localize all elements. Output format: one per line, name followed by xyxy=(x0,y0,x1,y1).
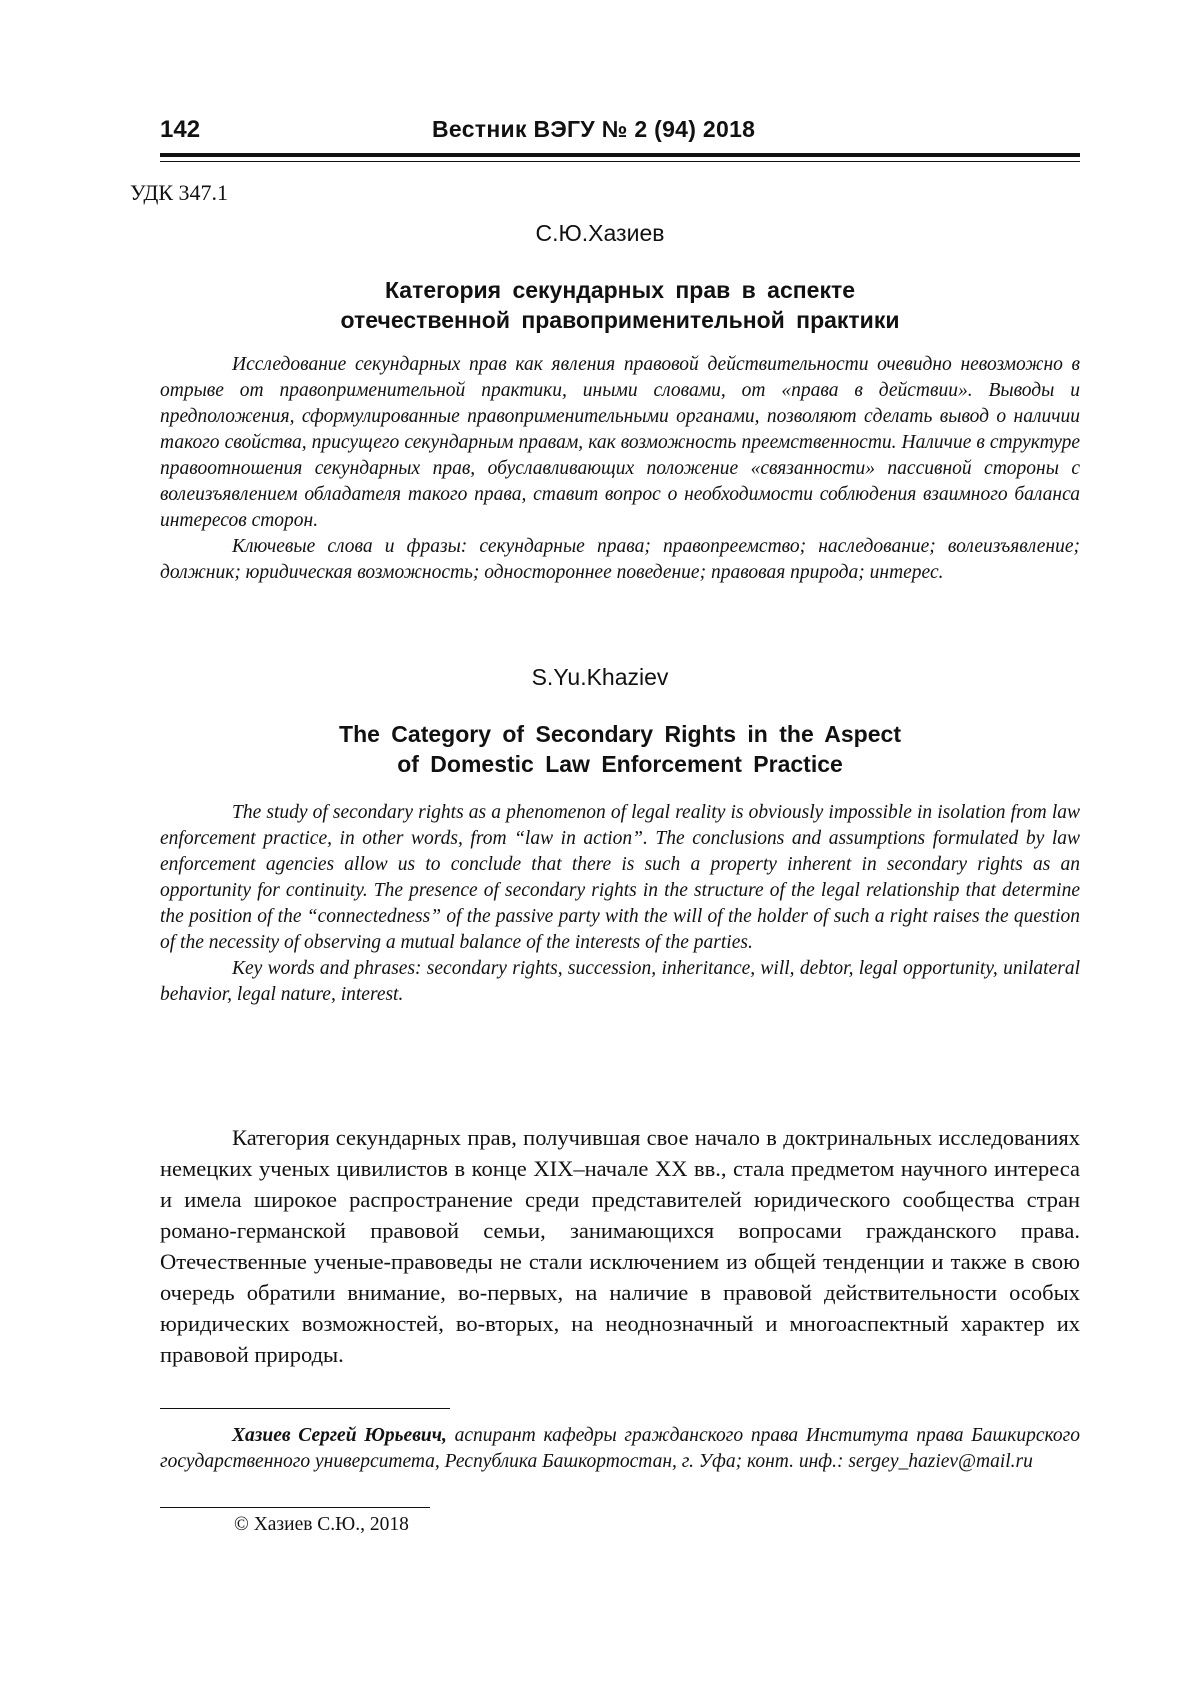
header-rule-thin xyxy=(160,161,1080,162)
keywords-en: Key words and phrases: secondary rights, succession, inheritance, will, debtor, legal opportunity, unilateral behavior, legal nature, interest. xyxy=(160,958,1080,1005)
title-en xyxy=(160,719,1080,779)
abstract-en xyxy=(160,800,1080,1008)
title-ru-line2: отечественной правоприменительной практики xyxy=(340,307,900,333)
footnote-text xyxy=(160,1423,1080,1475)
running-header xyxy=(160,108,1080,148)
copyright-rule xyxy=(160,1507,430,1508)
body-paragraph: Категория секундарных прав, получившая свое начало в доктринальных исследованиях немецких ученых цивилистов в конце XIX–начале XX вв., стала предметом научного интереса и имела широкое распространение среди представителей юридического сообщества стран романо-германской правовой семьи, занимающихся вопросами гражданского права. Отечественные ученые-правоведы не стали исключением из общей тенденции и также в свою очередь обратили внимание, во-первых, на наличие в правовой действительности особых юридических возможностей, во-вторых, на неоднозначный и многоаспектный характер их правовой природы. xyxy=(160,1125,1080,1367)
footnote-author-name: Хазиев Сергей Юрьевич, xyxy=(232,1425,447,1446)
body-text xyxy=(160,1122,1080,1370)
abstract-en-text: The study of secondary rights as a phenomenon of legal reality is obviously impossible in isolation from law enforcement practice, in other words, from “law in action”. The conclusions and assumptions formulated by law enforcement agencies allow us to conclude that there is such a property inherent in secondary rights as an opportunity for continuity. The presence of secondary rights in the structure of the legal relationship that determine the position of the “connectedness” of the passive party with the will of the holder of such a right raises the question of the necessity of observing a mutual balance of the interests of the parties. xyxy=(160,802,1080,953)
title-en-line2: of Domestic Law Enforcement Practice xyxy=(397,751,843,777)
abstract-ru xyxy=(160,352,1080,586)
page-number: 142 xyxy=(160,116,201,143)
abstract-ru-text: Исследование секундарных прав как явления правовой действительности очевидно невозможно в отрыве от правоприменительной практики, иными словами, от «права в действии». Выводы и предположения, сформулированные правоприменительными органами, позволяют сделать вывод о наличии такого свойства, присущего секундарным правам, как возможность преемственности. Наличие в структуре правоотношения секундарных прав, обуславливающих положение «связанности» пассивной стороны с волеизъявлением обладателя такого права, ставит вопрос о необходимости соблюдения взаимного баланса интересов сторон. xyxy=(160,354,1080,531)
author-ru: С.Ю.Хазиев xyxy=(535,220,665,246)
udk-code: УДК 347.1 xyxy=(130,180,229,205)
keywords-ru: Ключевые слова и фразы: секундарные права; правопреемство; наследование; волеизъявление; должник; юридическая возможность; одностороннее поведение; правовая природа; интерес. xyxy=(160,536,1080,583)
title-ru-line1: Категория секундарных прав в аспекте xyxy=(384,277,856,303)
copyright: © Хазиев С.Ю., 2018 xyxy=(234,1514,409,1535)
header-rule-thick xyxy=(160,153,1080,157)
title-ru xyxy=(160,275,1080,335)
footnote-rule xyxy=(160,1408,450,1409)
title-en-line1: The Category of Secondary Rights in the Aspect xyxy=(339,721,901,747)
author-en: S.Yu.Khaziev xyxy=(531,664,669,690)
journal-title: Вестник ВЭГУ № 2 (94) 2018 xyxy=(432,116,756,142)
footnote-author-info: аспирант кафедры гражданского права Института права Башкирского государственного университета, Республика Башкортостан, г. Уфа; конт. инф.: sergey_haziev@mail.ru xyxy=(160,1425,1080,1472)
footnote xyxy=(160,1423,1080,1475)
